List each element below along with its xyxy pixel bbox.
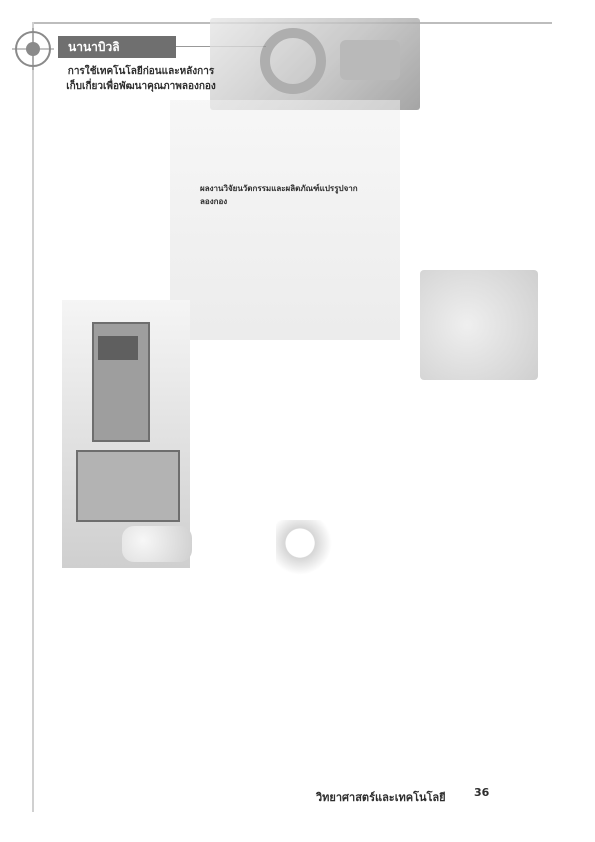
section-label: นานาบิวลิ — [58, 36, 176, 58]
paragraph — [200, 150, 360, 176]
paragraph — [372, 128, 532, 154]
magazine-title: วิทยาศาสตร์และเทคโนโลยี — [316, 791, 446, 804]
paragraph — [200, 118, 360, 144]
page-frame-left — [32, 22, 34, 812]
paragraph — [372, 192, 532, 218]
paragraph — [66, 150, 194, 176]
paragraph — [66, 246, 194, 272]
paragraph — [372, 224, 532, 250]
circular-emblem-icon — [12, 28, 54, 70]
paragraph — [372, 96, 532, 122]
fruit-tray — [122, 526, 192, 562]
paragraph — [66, 118, 194, 144]
paragraph — [372, 64, 532, 90]
paragraph — [66, 214, 194, 240]
peeled-longkong-photo — [276, 520, 362, 592]
paragraph — [372, 160, 532, 186]
paragraph — [200, 244, 360, 270]
page-number: 36 — [474, 786, 490, 799]
paragraph — [200, 212, 360, 238]
machine-base — [76, 450, 180, 522]
paragraph — [66, 182, 194, 208]
column-right — [372, 64, 532, 288]
longkong-sack-photo — [420, 270, 538, 380]
article-headline: การใช้เทคโนโลยีก่อนและหลังการเก็บเกี่ยวเพื่อพัฒนาคุณภาพลองกอง — [66, 66, 216, 92]
section-heading: ผลงานวิจัยนวัตกรรมและผลิตภัณฑ์แปรรูปจากลองกอง — [200, 184, 358, 206]
machine-wheel — [260, 28, 326, 94]
column-middle — [200, 118, 360, 308]
column-left — [66, 118, 194, 278]
control-panel — [98, 336, 138, 360]
paragraph — [200, 276, 360, 302]
peeling-machine-photo — [62, 300, 190, 568]
